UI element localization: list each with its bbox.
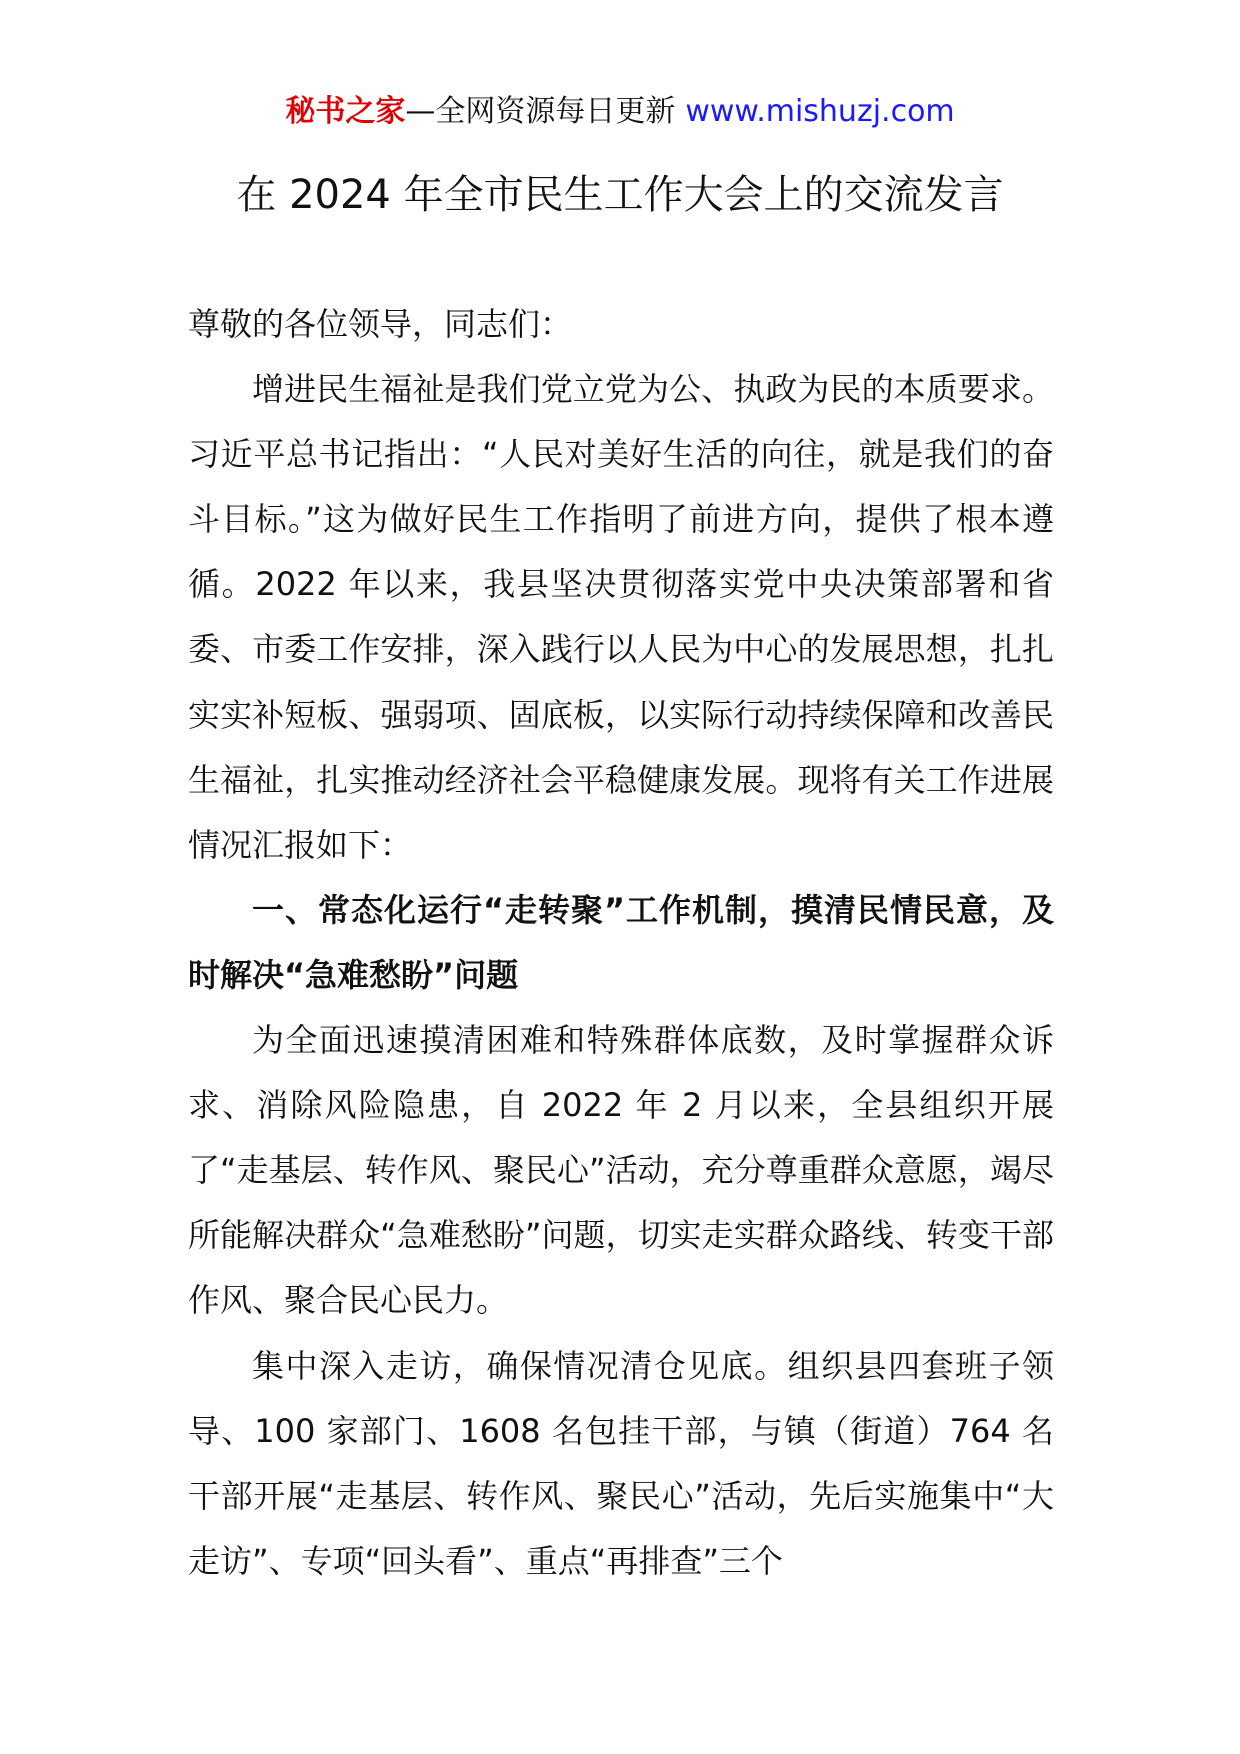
watermark-header [0, 92, 1240, 132]
paragraph-visits: 集中深入走访，确保情况清仓见底。组织县四套班子领导、100 家部门、1608 名包挂干部，与镇（街道）764 名干部开展“走基层、转作风、聚民心”活动，先后实施集中“大走访”、专项“回头看”、重点“再排查”三个 [188, 1346, 1054, 1580]
brand-slogan: —全网资源每日更新 [405, 94, 676, 129]
document-title: 在 2024 年全市民生工作大会上的交流发言 [236, 172, 1004, 218]
document-body [188, 292, 1054, 1594]
salutation: 尊敬的各位领导，同志们： [188, 305, 573, 343]
section-heading-1: 一、常态化运行“走转聚”工作机制，摸清民情民意，及时解决“急难愁盼”问题 [188, 890, 1054, 994]
site-url-link[interactable]: www.mishuzj.com [685, 94, 955, 129]
paragraph-intro: 增进民生福祉是我们党立党为公、执政为民的本质要求。习近平总书记指出：“人民对美好生活的向往，就是我们的奋斗目标。”这为做好民生工作指明了前进方向，提供了根本遵循。2022 年以来，我县坚决贯彻落实党中央决策部署和省委、市委工作安排，深入践行以人民为中心的发展思想，扎扎实实补短板、强弱项、固底板，以实际行动持续保障和改善民生福祉，扎实推动经济社会平稳健康发展。现将有关工作进展情况汇报如下： [188, 370, 1054, 864]
paragraph-section-1: 为全面迅速摸清困难和特殊群体底数，及时掌握群众诉求、消除风险隐患，自 2022 年 2 月以来，全县组织开展了“走基层、转作风、聚民心”活动，充分尊重群众意愿，竭尽所能解决群众“急难愁盼”问题，切实走实群众路线、转变干部作风、聚合民心民力。 [188, 1021, 1054, 1320]
brand-name: 秘书之家 [285, 94, 406, 129]
